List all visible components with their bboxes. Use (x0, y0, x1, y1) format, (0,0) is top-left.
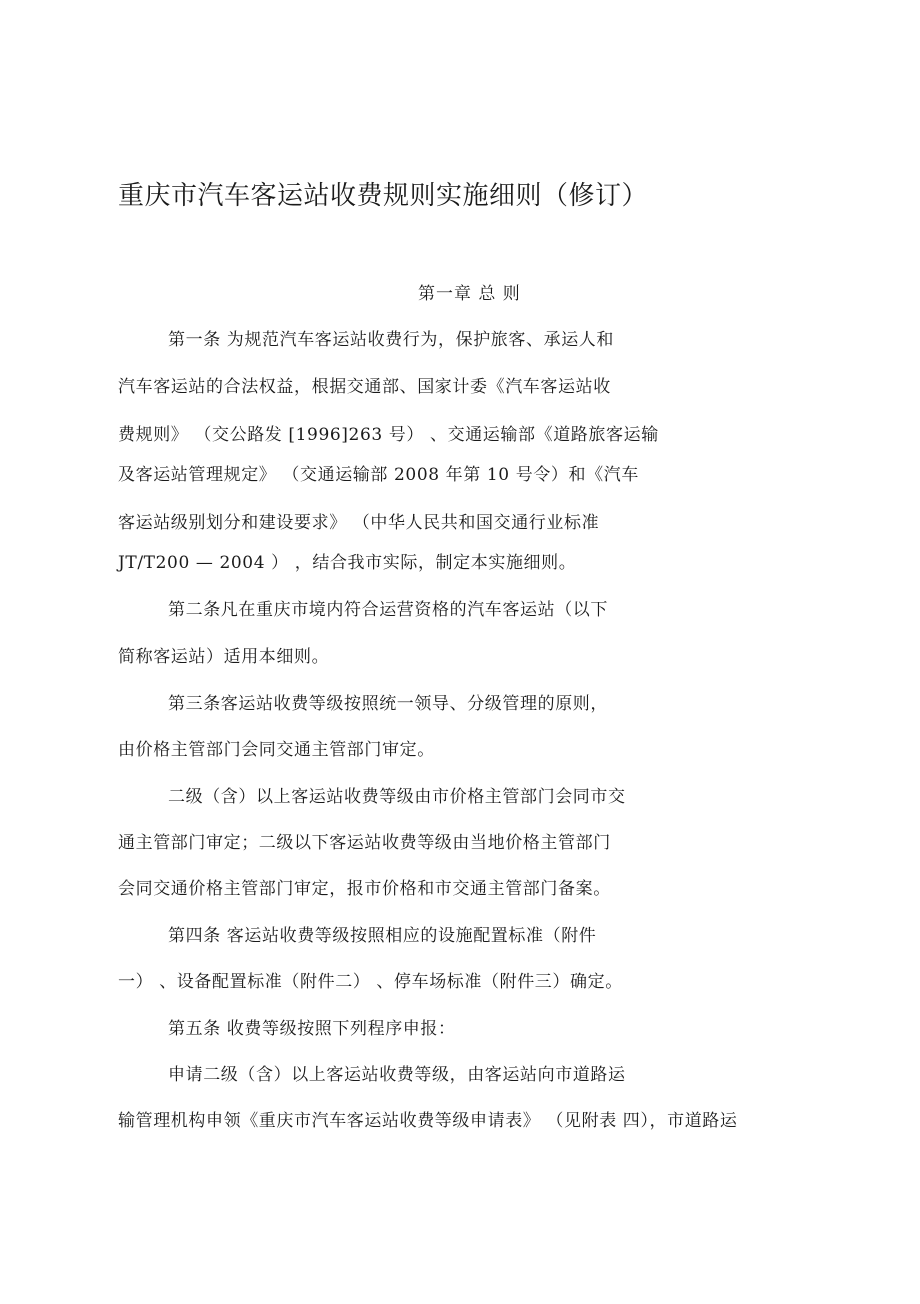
paragraph-line: 申请二级（含）以上客运站收费等级，由客运站向市道路运 (168, 1065, 626, 1085)
paragraph-line: 简称客运站）适用本细则。 (118, 647, 330, 667)
paragraph-line: 汽车客运站的合法权益，根据交通部、国家计委《汽车客运站收 (118, 377, 611, 397)
paragraph-line: 第四条 客运站收费等级按照相应的设施配置标准（附件 (168, 926, 597, 946)
paragraph-line: 二级（含）以上客运站收费等级由市价格主管部门会同市交 (168, 787, 626, 807)
paragraph-line: 输管理机构申领《重庆市汽车客运站收费等级申请表》 （见附表 四），市道路运 (118, 1111, 738, 1131)
document-title: 重庆市汽车客运站收费规则实施细则（修订） (118, 181, 649, 211)
paragraph-line: 通主管部门审定；二级以下客运站收费等级由当地价格主管部门 (118, 833, 611, 853)
paragraph-line: 一） 、设备配置标准（附件二） 、停车场标准（附件三）确定。 (118, 972, 623, 992)
paragraph-line: 费规则》 （交公路发 [1996]263 号） 、交通运输部《道路旅客运输 (118, 425, 659, 445)
paragraph-line: JT/T200 — 2004 ） ，结合我市实际，制定本实施细则。 (118, 553, 577, 573)
paragraph-line: 客运站级别划分和建设要求》 （中华人民共和国交通行业标准 (118, 513, 600, 533)
paragraph-line: 及客运站管理规定》 （交通运输部 2008 年第 10 号令）和《汽车 (118, 465, 639, 485)
paragraph-line: 会同交通价格主管部门审定，报市价格和市交通主管部门备案。 (118, 879, 611, 899)
paragraph-line: 第一条 为规范汽车客运站收费行为，保护旅客、承运人和 (168, 330, 615, 350)
chapter-heading: 第一章 总 则 (418, 284, 521, 304)
paragraph-line: 第三条客运站收费等级按照统一领导、分级管理的原则， (168, 694, 608, 714)
paragraph-line: 第二条凡在重庆市境内符合运营资格的汽车客运站（以下 (168, 600, 608, 620)
paragraph-line: 第五条 收费等级按照下列程序申报： (168, 1019, 456, 1039)
paragraph-line: 由价格主管部门会同交通主管部门审定。 (118, 740, 435, 760)
